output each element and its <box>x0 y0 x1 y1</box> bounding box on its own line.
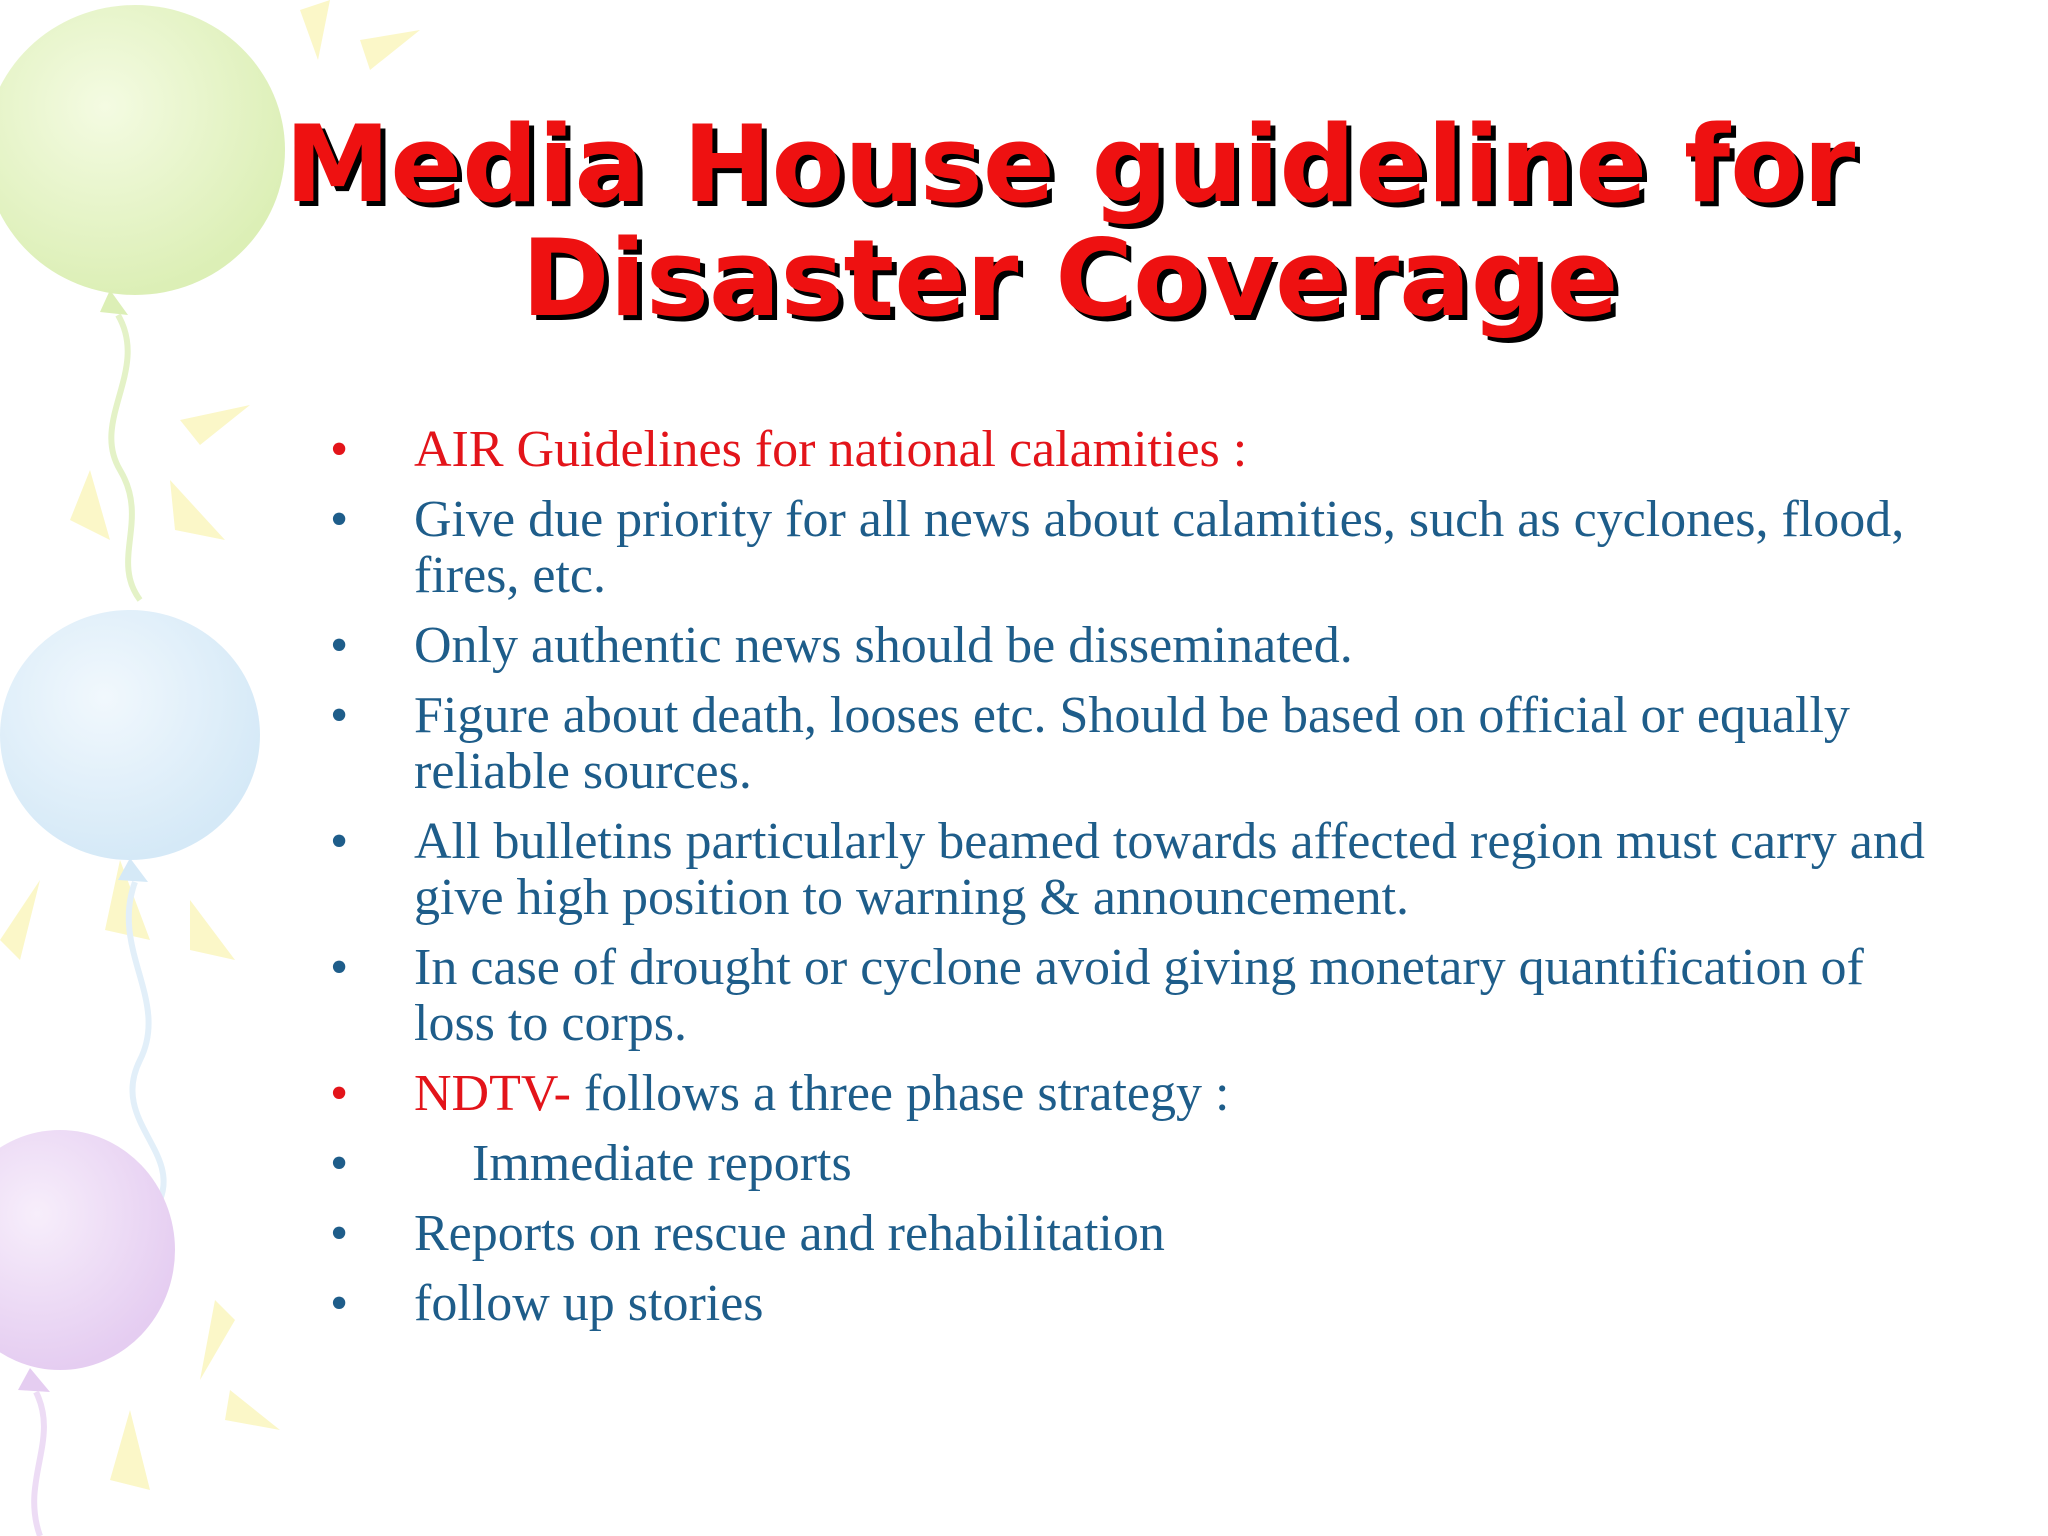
bullet-dot-icon: • <box>330 1275 349 1332</box>
bullet-item-follow-up <box>330 1276 1950 1332</box>
bullet-dot-icon: • <box>330 687 349 744</box>
bullet-text: Reports on rescue and rehabilitation <box>414 1205 1165 1262</box>
bullet-text: follows a three phase strategy : <box>570 1065 1230 1122</box>
bullet-item-bulletins-warning <box>330 814 1950 926</box>
bullet-text: In case of drought or cyclone avoid giving monetary quantification of loss to corps. <box>414 939 1864 1052</box>
bullet-text: Give due priority for all news about calamities, such as cyclones, flood, fires, etc. <box>414 491 1905 604</box>
bullet-item-immediate-reports <box>330 1136 1950 1192</box>
bullet-text: Figure about death, looses etc. Should be based on official or equally reliable sources. <box>414 687 1850 800</box>
slide-title-line-2: Disaster Coverage <box>521 217 1619 340</box>
bullet-dot-icon: • <box>330 491 349 548</box>
bullet-dot-icon: • <box>330 1135 349 1192</box>
bullet-dot-icon: • <box>330 617 349 674</box>
bullet-item-air-guidelines <box>330 422 1950 478</box>
bullet-text: Immediate reports <box>472 1135 852 1192</box>
bullet-dot-icon: • <box>330 1065 349 1122</box>
bullet-dot-icon: • <box>330 813 349 870</box>
slide-title-line-1: Media House guideline for <box>284 103 1856 226</box>
bullet-text: AIR Guidelines for national calamities : <box>414 421 1248 478</box>
bullet-item-official-figures <box>330 688 1950 800</box>
bullet-text: Only authentic news should be disseminated. <box>414 617 1353 674</box>
slide-title <box>220 103 1920 340</box>
bullet-item-rescue-reports <box>330 1206 1950 1262</box>
bullet-text: follow up stories <box>414 1275 764 1332</box>
bullet-item-due-priority <box>330 492 1950 604</box>
bullet-item-drought-cyclone <box>330 940 1950 1052</box>
bullet-dot-icon: • <box>330 939 349 996</box>
bullet-dot-icon: • <box>330 1205 349 1262</box>
bullet-item-authentic-news <box>330 618 1950 674</box>
bullet-dot-icon: • <box>330 421 349 478</box>
bullet-item-ndtv-strategy <box>330 1066 1950 1122</box>
ndtv-label: NDTV- <box>414 1065 571 1122</box>
bullet-list <box>330 422 1950 1346</box>
bullet-text: All bulletins particularly beamed towards affected region must carry and give high position to warning & announcement. <box>414 813 1925 926</box>
